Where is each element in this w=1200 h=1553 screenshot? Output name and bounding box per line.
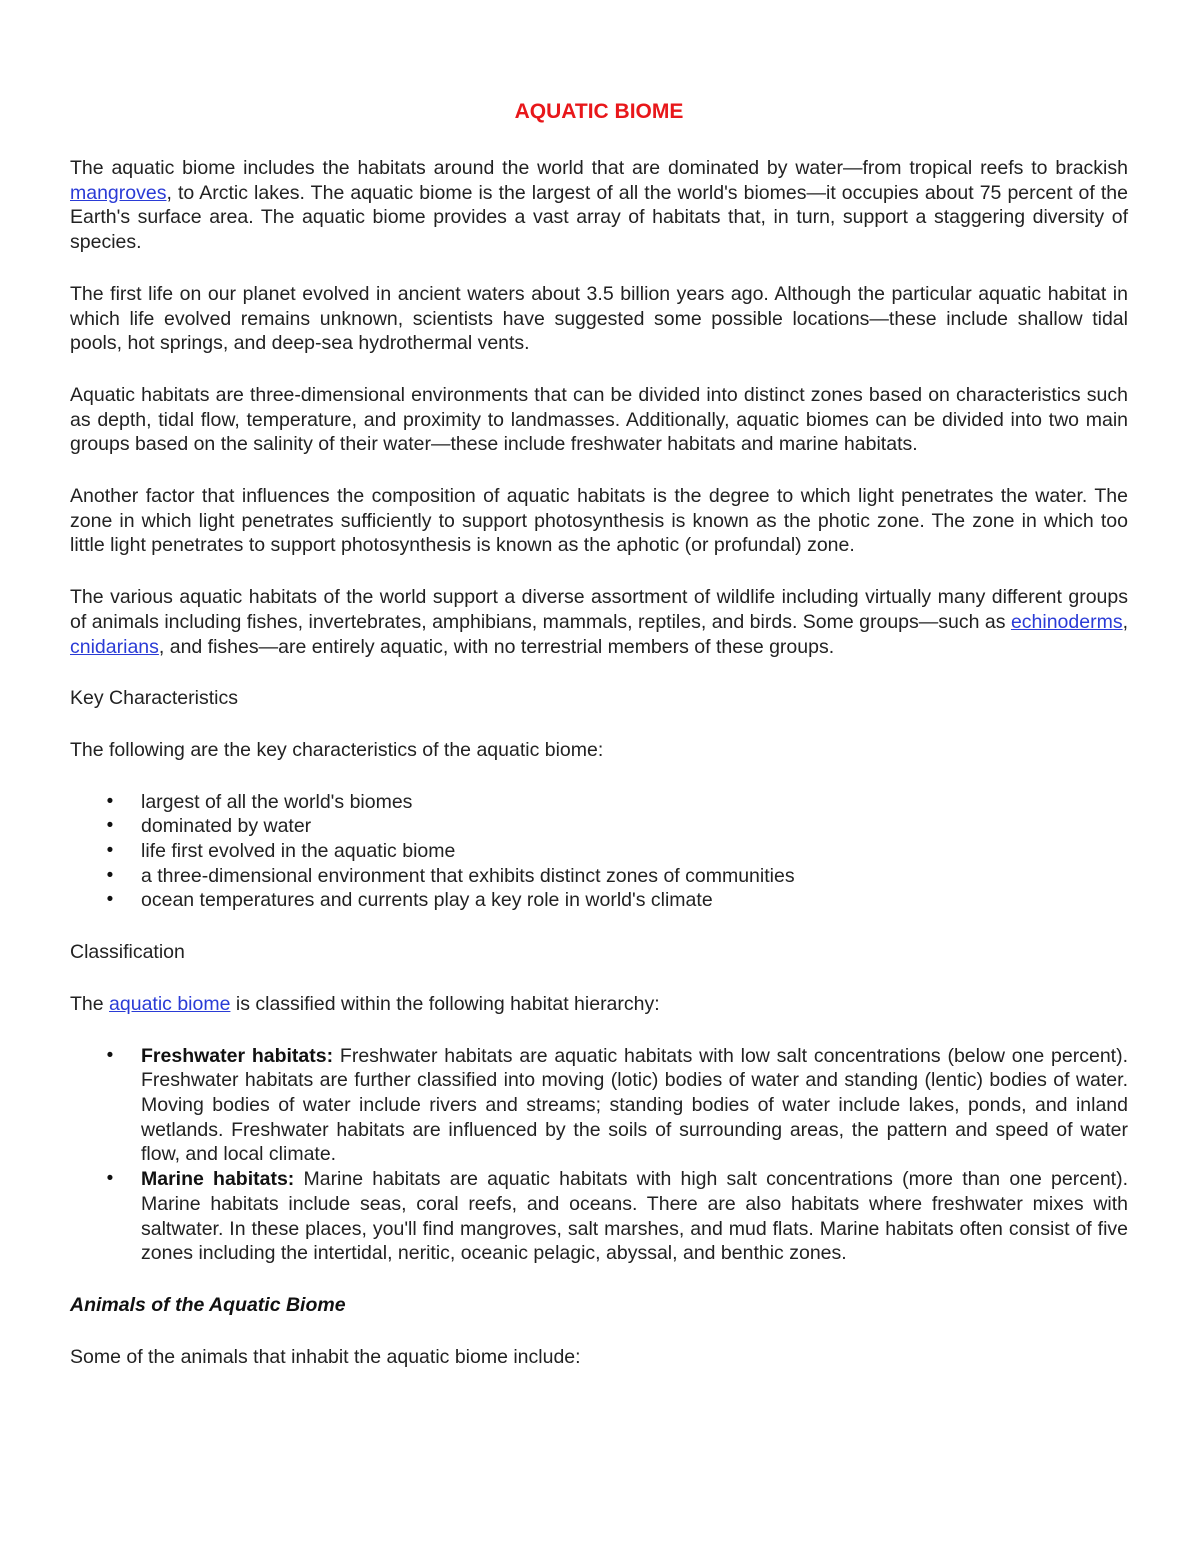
bullet-icon: • bbox=[106, 889, 114, 911]
bullet-icon: • bbox=[106, 1044, 114, 1066]
freshwater-description: Freshwater habitats are aquatic habitats with low salt concentrations (below one percent). Freshwater habitats are further classified into moving (lotic) bodies of water and standing (lentic) bodies of water. Moving bodies of water include rivers and streams; standing bodies of water include lakes, ponds, and inland wetlands. Freshwater habitats are influenced by the soils of surrounding areas, the pattern and speed of water flow, and local climate. bbox=[141, 1044, 1128, 1166]
intro-p5-text-b: , and fishes—are entirely aquatic, with no terrestrial members of these groups. bbox=[158, 635, 835, 658]
freshwater-term: Freshwater habitats: bbox=[141, 1044, 334, 1067]
bullet-icon: • bbox=[106, 1168, 114, 1190]
mangroves-link[interactable]: mangroves bbox=[70, 181, 167, 204]
bullet-icon: • bbox=[106, 840, 114, 862]
list-item-text: dominated by water bbox=[141, 815, 312, 838]
list-item bbox=[70, 888, 1128, 913]
list-item-freshwater bbox=[70, 1044, 1128, 1168]
echinoderms-link[interactable]: echinoderms bbox=[1010, 610, 1123, 633]
bullet-icon: • bbox=[106, 864, 114, 886]
intro-paragraph-5 bbox=[70, 585, 1128, 659]
intro-p1-text-a: The aquatic biome includes the habitats around the world that are dominated by water—from tropical reefs to brackish bbox=[70, 157, 1128, 179]
classification-lead-text-b: is classified within the following habitat hierarchy: bbox=[230, 992, 660, 1015]
bullet-icon: • bbox=[106, 815, 114, 837]
key-characteristics-list bbox=[70, 790, 1128, 914]
list-item bbox=[70, 839, 1128, 864]
intro-paragraph-1 bbox=[70, 156, 1128, 255]
list-item-text: life first evolved in the aquatic biome bbox=[141, 840, 456, 863]
classification-lead bbox=[70, 992, 1128, 1017]
intro-p1-text-b: , to Arctic lakes. The aquatic biome is the largest of all the world's biomes—it occupies about 75 percent of the Earth's surface area. The aquatic biome provides a vast array of habitats that, in turn, support a staggering diversity of species. bbox=[70, 181, 1128, 254]
list-item bbox=[70, 864, 1128, 889]
document-page bbox=[70, 95, 1128, 1396]
animals-lead: Some of the animals that inhabit the aquatic biome include: bbox=[70, 1345, 581, 1368]
marine-description: Marine habitats are aquatic habitats with high salt concentrations (more than one percent). Marine habitats include seas, coral reefs, and oceans. There are also habitats where freshwater mixes with saltwater. In these places, you'll find mangroves, salt marshes, and mud flats. Marine habitats often consist of five zones including the intertidal, neritic, oceanic pelagic, abyssal, and benthic zones. bbox=[141, 1168, 1128, 1265]
classification-heading: Classification bbox=[70, 941, 185, 964]
intro-p5-separator: , bbox=[1122, 610, 1128, 633]
list-item-text: a three-dimensional environment that exhibits distinct zones of communities bbox=[141, 864, 795, 887]
list-item-text: largest of all the world's biomes bbox=[141, 790, 413, 813]
key-characteristics-lead: The following are the key characteristics of the aquatic biome: bbox=[70, 738, 604, 761]
intro-p5-text-a: The various aquatic habitats of the world support a diverse assortment of wildlife including virtually many different groups of animals including fishes, invertebrates, amphibians, mammals, reptiles, and birds. Some groups—such as bbox=[70, 586, 1128, 633]
aquatic-biome-link[interactable]: aquatic biome bbox=[109, 992, 231, 1015]
cnidarians-link[interactable]: cnidarians bbox=[70, 635, 159, 658]
marine-term: Marine habitats: bbox=[141, 1168, 295, 1191]
intro-paragraph-2: The first life on our planet evolved in ancient waters about 3.5 billion years ago. Although the particular aquatic habitat in which life evolved remains unknown, scientists have suggested some possible locations—these include shallow tidal pools, hot springs, and deep-sea hydrothermal vents. bbox=[70, 282, 1128, 355]
key-characteristics-heading: Key Characteristics bbox=[70, 687, 238, 710]
list-item-marine bbox=[70, 1167, 1128, 1266]
animals-heading: Animals of the Aquatic Biome bbox=[70, 1293, 346, 1316]
classification-lead-text-a: The bbox=[70, 992, 110, 1015]
intro-paragraph-4: Another factor that influences the composition of aquatic habitats is the degree to which light penetrates the water. The zone in which light penetrates sufficiently to support photosynthesis is known as the photic zone. The zone in which too little light penetrates to support photosynthesis is known as the aphotic (or profundal) zone. bbox=[70, 485, 1128, 557]
bullet-icon: • bbox=[106, 790, 114, 812]
intro-paragraph-3: Aquatic habitats are three-dimensional environments that can be divided into distinct zones based on characteristics such as depth, tidal flow, temperature, and proximity to landmasses. Additionally, aquatic biomes can be divided into two main groups based on the salinity of their water—these include freshwater habitats and marine habitats. bbox=[70, 383, 1128, 456]
page-title: AQUATIC BIOME bbox=[514, 100, 684, 123]
list-item-text: ocean temperatures and currents play a key role in world's climate bbox=[141, 889, 713, 912]
list-item bbox=[70, 814, 1128, 839]
classification-list bbox=[70, 1044, 1128, 1266]
list-item bbox=[70, 790, 1128, 815]
